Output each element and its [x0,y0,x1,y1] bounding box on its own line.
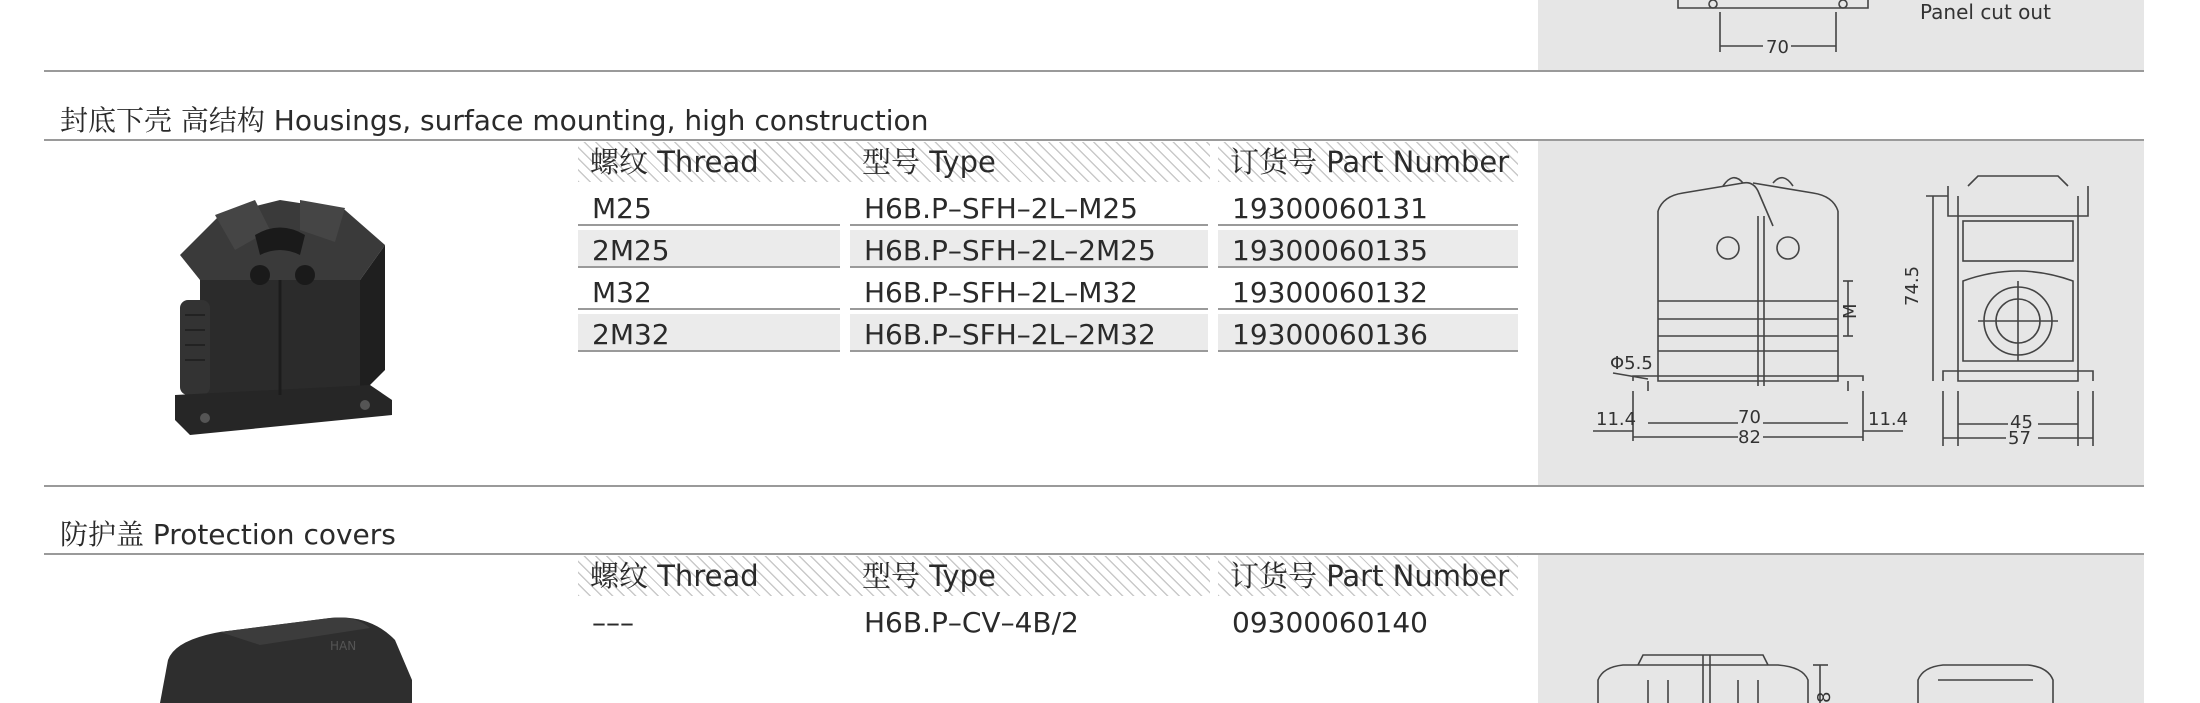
s1-row4-thread: 2M32 [578,314,840,352]
s1-header-type: 型号 Type [850,142,1210,182]
dim-outer-width: 82 [1738,427,1761,448]
s1-row2-type: H6B.P–SFH–2L–2M25 [850,230,1208,268]
cover-technical-drawing [1538,555,2144,703]
cover-product-image [150,610,420,703]
dim-left-offset: 11.4 [1596,409,1637,430]
s1-header-part-number: 订货号 Part Number [1218,142,1518,182]
panel-cut-out-label: Panel cut out [1920,0,2051,24]
s2-header-part-number: 订货号 Part Number [1218,556,1518,596]
top-dim-70: 70 [1766,37,1789,58]
s1-row3-part: 19300060132 [1218,272,1518,310]
housing-product-image [160,180,400,450]
s1-row1-type: H6B.P–SFH–2L–M25 [850,188,1208,226]
dim-m: M [1840,303,1861,319]
divider-section1-end [44,485,2144,487]
dim-side-outer: 57 [2008,428,2031,449]
s1-row1-part: 19300060131 [1218,188,1518,226]
s2-row1-type: H6B.P–CV–4B/2 [864,606,1079,639]
s1-row4-part: 19300060136 [1218,314,1518,352]
dim-right-offset: 11.4 [1868,409,1909,430]
s1-row3-type: H6B.P–SFH–2L–M32 [850,272,1208,310]
s1-row1-thread: M25 [578,188,840,226]
dim-phi: Φ5.5 [1610,353,1653,374]
s2-row1-thread: ––– [592,606,634,639]
s2-header-thread: 螺纹 Thread [578,556,850,596]
s1-header-thread: 螺纹 Thread [578,142,850,182]
s1-row3-thread: M32 [578,272,840,310]
s2-row1-part: 09300060140 [1232,606,1428,639]
s1-row2-thread: 2M25 [578,230,840,268]
divider-top [44,70,2144,72]
dim-cover-small: 8 [1814,691,1835,703]
dim-height: 74.5 [1902,265,1923,306]
dim-inner-width: 70 [1738,407,1761,428]
svg-text:HAN: HAN [330,639,357,653]
dim-side-inner: 45 [2010,412,2033,433]
top-drawing [1538,0,2144,70]
s1-row4-type: H6B.P–SFH–2L–2M32 [850,314,1208,352]
section-title-covers: 防护盖 Protection covers [60,518,396,551]
housing-technical-drawing [1538,141,2144,486]
s1-row2-part: 19300060135 [1218,230,1518,268]
section-title-housings: 封底下壳 高结构 Housings, surface mounting, high construction [60,104,929,137]
s2-header-type: 型号 Type [850,556,1210,596]
